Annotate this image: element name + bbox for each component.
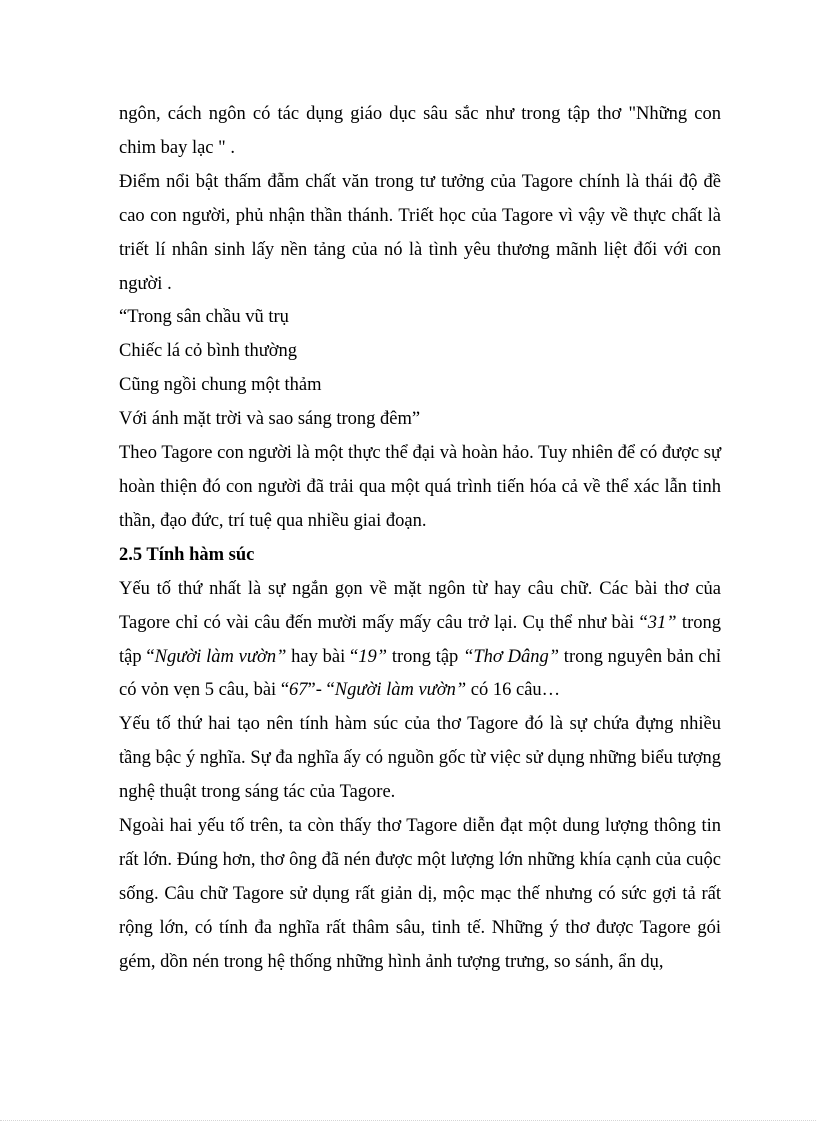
paragraph-4-italic-6: Người làm vườn” — [334, 680, 467, 701]
paragraph-4-text-2: trong tập “ — [119, 612, 721, 667]
paragraph-4-italic-2: Người làm vườn” — [154, 646, 287, 667]
poem-line-3: Cũng ngồi chung một thảm — [119, 375, 322, 396]
paragraph-4 — [119, 573, 721, 709]
section-heading: 2.5 Tính hàm súc — [119, 544, 255, 565]
paragraph-4-italic-4: “Thơ Dâng” — [463, 646, 560, 667]
paragraph-4-text-3: hay bài “ — [286, 646, 359, 667]
paragraph-5: Yếu tố thứ hai tạo nên tính hàm súc của thơ Tagore đó là sự chứa đựng nhiều tầng bậc ý nghĩa. Sự đa nghĩa ấy có nguồn gốc từ việc sử dụng những biểu tượng nghệ thuật trong sáng tác của Tagore. — [119, 714, 721, 803]
paragraph-4-italic-3: 19” — [358, 646, 388, 667]
paragraph-3: Theo Tagore con người là một thực thể đại và hoàn hảo. Tuy nhiên để có được sự hoàn thiện đó con người đã trải qua một quá trình tiến hóa cả về thể xác lẫn tinh thần, đạo đức, trí tuệ qua nhiều giai đoạn. — [119, 443, 721, 531]
paragraph-6: Ngoài hai yếu tố trên, ta còn thấy thơ Tagore diễn đạt một dung lượng thông tin rất lớn. Đúng hơn, thơ ông đã nén được một lượng lớn những khía cạnh của cuộc sống. Câu chữ Tagore sử dụng rất giản dị, mộc mạc thế nhưng có sức gợi tả rất rộng lớn, có tính đa nghĩa rất thâm sâu, tinh tế. Những ý thơ được Tagore gói gém, dồn nén trong hệ thống những hình ảnh tượng trưng, so sánh, ẩn dụ, — [119, 816, 721, 972]
poem-line-2: Chiếc lá cỏ bình thường — [119, 341, 298, 362]
paragraph-4-text-7: có 16 câu… — [466, 680, 561, 701]
paragraph-4-italic-1: 31” — [647, 612, 677, 633]
paragraph-4-text-1: Yếu tố thứ nhất là sự ngắn gọn về mặt ngôn từ hay câu chữ. Các bài thơ của Tagore chỉ có vài câu đến mười mấy mấy câu trở lại. Cụ thể như bài “ — [119, 578, 721, 633]
poem-line-4: Với ánh mặt trời và sao sáng trong đêm” — [119, 409, 421, 430]
document-body — [119, 98, 721, 980]
page-bottom-border — [0, 1120, 816, 1121]
paragraph-1: ngôn, cách ngôn có tác dụng giáo dục sâu sắc như trong tập thơ "Những con chim bay lạc " . — [119, 104, 721, 158]
paragraph-4-text-6: ”- “ — [307, 680, 335, 701]
paragraph-4-italic-5: 67 — [289, 680, 308, 701]
paragraph-4-text-5: trong nguyên bản chỉ có vỏn vẹn 5 câu, bài “ — [119, 646, 722, 701]
paragraph-2: Điểm nổi bật thấm đẫm chất văn trong tư tưởng của Tagore chính là thái độ đề cao con người, phủ nhận thần thánh. Triết học của Tagore vì vậy về thực chất là triết lí nhân sinh lấy nền tảng của nó là tình yêu thương mãnh liệt đối với con người . — [119, 171, 721, 294]
paragraph-4-text-4: trong tập — [387, 646, 464, 667]
poem-line-1: “Trong sân chầu vũ trụ — [119, 307, 289, 328]
